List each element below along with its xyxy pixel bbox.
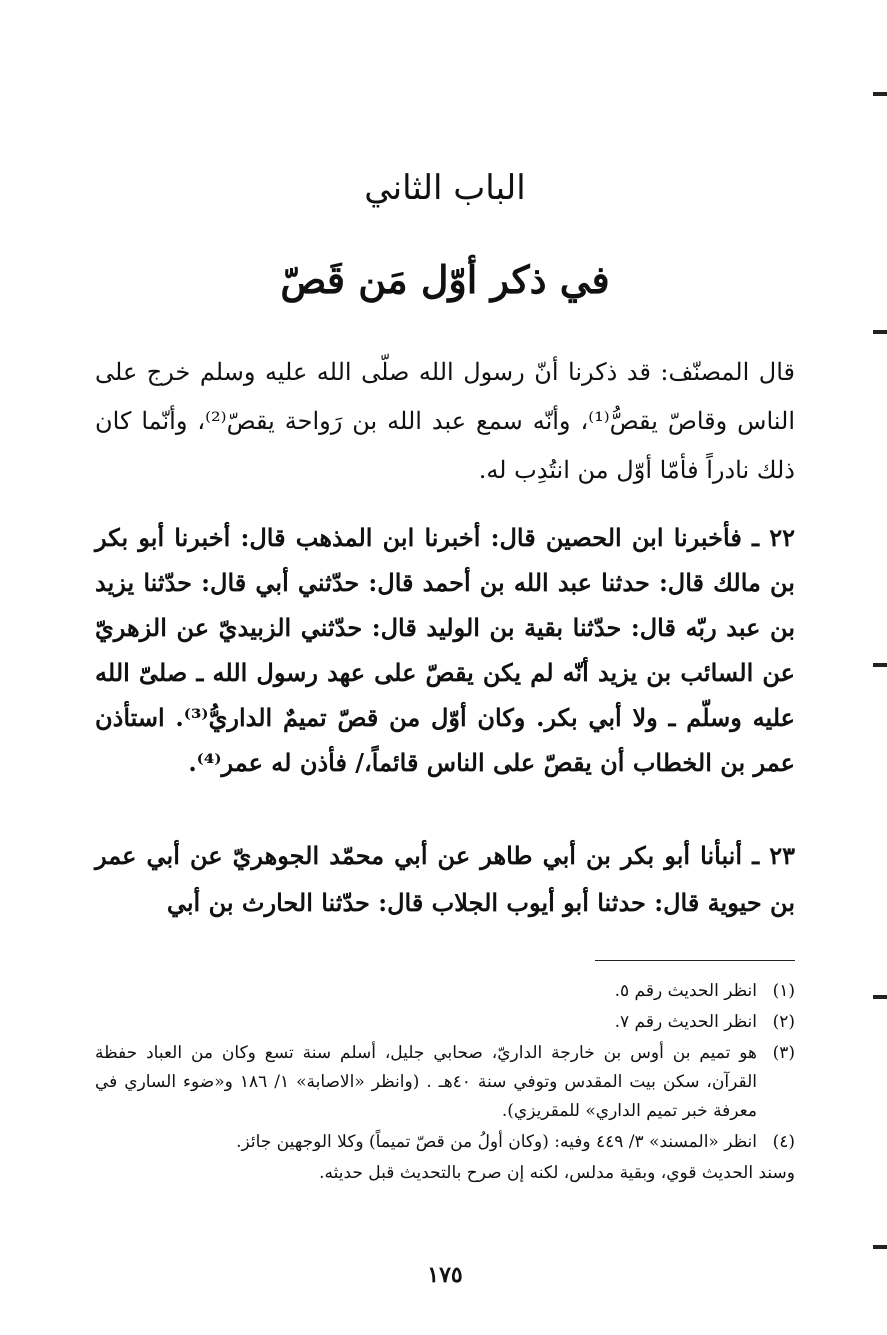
footnote-3 xyxy=(95,1039,795,1126)
footnote-continuation: وسند الحديث قوي، وبقية مدلس، لكنه إن صرح بالتحديث قبل حديثه. xyxy=(319,1163,795,1183)
hadith-22-paragraph: ٢٢ ـ فأخبرنا ابن الحصين قال: أخبرنا ابن المذهب قال: أخبرنا أبو بكر بن مالك قال: حدثنا عبد الله بن أحمد قال: حدّثني أبي قال: حدّثنا يزيد بن عبد ربّه قال: حدّثنا بقية بن الوليد قال: حدّثني الزبيديّ عن الزهريّ عن السائب بن يزيد أنّه لم يكن يقصّ على عهد رسول الله ـ صلىّ الله عليه وسلّم ـ ولا أبي بكر. وكان أوّل من قصّ تميمٌ الداريُّ⁽³⁾. استأذن عمر بن الخطاب أن يقصّ على الناس قائماً،/ فأذن له عمر⁽⁴⁾. xyxy=(95,523,795,777)
footnote-1 xyxy=(95,977,795,1006)
margin-mark xyxy=(873,330,887,334)
footnote-text: انظر الحديث رقم ٥. xyxy=(614,981,757,1001)
margin-mark xyxy=(873,995,887,999)
page-number: ١٧٥ xyxy=(427,1262,463,1288)
margin-mark xyxy=(873,92,887,96)
chapter-subtitle: في ذكر أوّل مَن قَصّ xyxy=(280,257,610,302)
footnote-text: انظر «المسند» ٣/ ٤٤٩ وفيه: (وكان أولُ من قصّ تميماً) وكلا الوجهين جائز. xyxy=(236,1132,757,1152)
footnote-2 xyxy=(95,1008,795,1037)
footnote-text: انظر الحديث رقم ٧. xyxy=(614,1012,757,1032)
footnote-4 xyxy=(95,1128,795,1157)
footnote-number: (٣) xyxy=(772,1043,795,1063)
footnotes xyxy=(95,975,795,1188)
margin-mark xyxy=(873,1245,887,1249)
chapter-title: الباب الثاني xyxy=(364,168,526,208)
hadith-23-paragraph: ٢٣ ـ أنبأنا أبو بكر بن أبي طاهر عن أبي محمّد الجوهريّ عن أبي عمر بن حيوية قال: حدثنا أبو أيوب الجلاب قال: حدّثنا الحارث بن أبي xyxy=(95,841,795,917)
footnote-text: هو تميم بن أوس بن خارجة الداريّ، صحابي جليل، أسلم سنة تسع وكان من العباد حفظة القرآن، سكن بيت المقدس وتوفي سنة ٤٠هـ . (وانظر «الاصابة» ١/ ١٨٦ و«ضوء الساري في معرفة خبر تميم الداري» للمقريزي). xyxy=(95,1043,758,1121)
book-page xyxy=(95,0,795,1335)
footnote-number: (١) xyxy=(772,981,795,1001)
margin-mark xyxy=(873,663,887,667)
intro-paragraph: قال المصنّف: قد ذكرنا أنّ رسول الله صلّى الله عليه وسلم خرج على الناس وقاصّ يقصُّ⁽¹⁾، وأنّه سمع عبد الله بن رَواحة يقصّ⁽²⁾، وأنّما كان ذلك نادراً فأمّا أوّل من انتُدِب له. xyxy=(95,358,795,484)
footnote-number: (٤) xyxy=(772,1132,795,1152)
footnote-separator xyxy=(595,960,795,961)
footnote-number: (٢) xyxy=(772,1012,795,1032)
